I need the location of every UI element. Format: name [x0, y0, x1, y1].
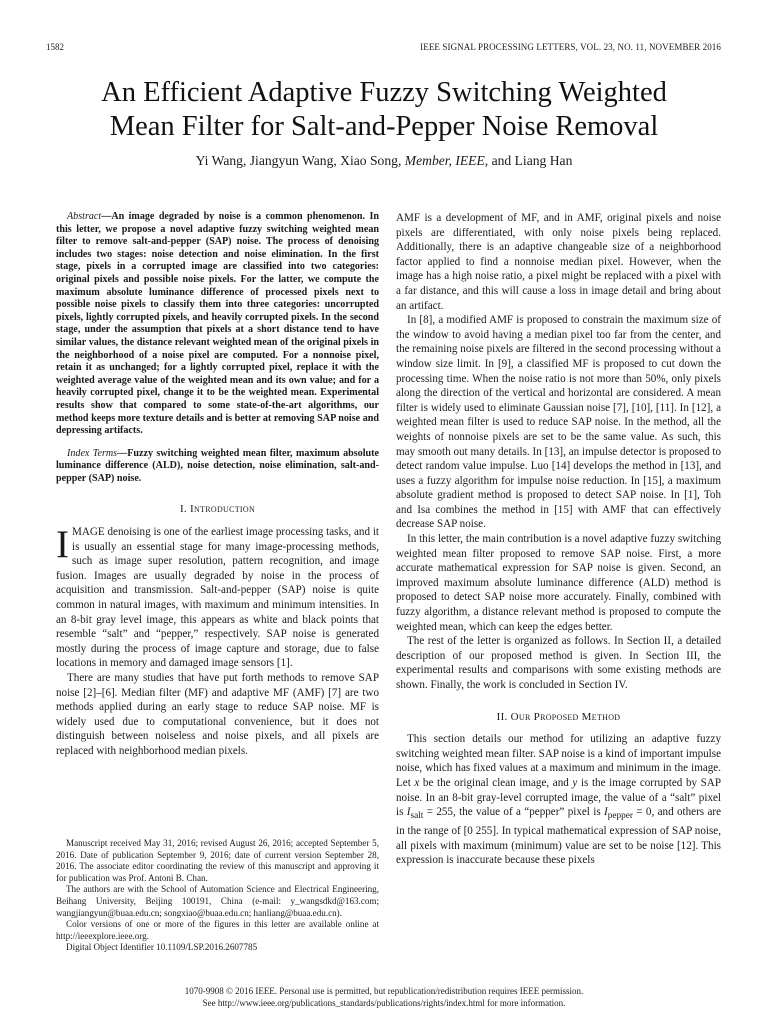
journal-header: IEEE SIGNAL PROCESSING LETTERS, VOL. 23, NO. 11, NOVEMBER 2016 — [420, 42, 721, 52]
method-text-b: be the original clean image, and — [419, 776, 573, 789]
authors-member: Member, IEEE, — [404, 153, 489, 168]
authors-part-b: and Liang Han — [491, 153, 573, 168]
abstract — [56, 211, 379, 438]
right-column — [396, 211, 721, 868]
footnote-affiliation: The authors are with the School of Automation Science and Electrical Engineering, Beihang University, Beijing 100191, China (e-mail: y_wangsdkd@163.com; wangjiangyun@buaa.edu.cn; songxiao@buaa.edu.cn; hanliang@buaa.edu.cn). — [56, 884, 379, 918]
section-2-heading — [396, 710, 721, 725]
section-1-title: Introduction — [190, 503, 256, 516]
section-1-number: I. — [179, 503, 187, 516]
math-pepper-subscript: pepper — [607, 811, 633, 822]
method-paragraph-1 — [396, 732, 721, 868]
right-paragraph-3: In this letter, the main contribution is a novel adaptive fuzzy switching weighted mean filter proposed to remove SAP noise. First, a more accurate mathematical expression for SAP noise is given. Second, an improved maximum absolute luminance difference (ALD) method is proposed to detect SAP noise more accurately. Finally, combined with fuzzy algorithm, a distance relevant method is proposed to compute the weighted mean, which can keep the edges better. — [396, 533, 721, 633]
index-terms — [56, 448, 379, 486]
drop-cap: I — [56, 523, 69, 567]
intro-paragraph-2: There are many studies that have put forth methods to remove SAP noise [2]–[6]. Median filter (MF) and adaptive MF (AMF) [7] are two methods applied during an early stage to reduce SAP noise. MF is widely used due to computational convenience, but it does not distinguish between noiseless and noise pixels, and all pixels are replaced with neighborhood median pixels. — [56, 672, 379, 757]
method-text-c: is the image corrupted by SAP noise. In an 8-bit gray-level corrupted image, the value of a “salt” pixel is — [396, 776, 721, 819]
footnote-doi: Digital Object Identifier 10.1109/LSP.2016.2607785 — [66, 942, 258, 953]
intro-paragraph-1 — [56, 525, 379, 671]
footnote-manuscript: Manuscript received May 31, 2016; revised August 26, 2016; accepted September 5, 2016. Date of publication September 9, 2016; date of current version September 28, 2016. The associate editor coordinating the review of this manuscript and approving it for publication was Prof. Antoni B. Chan. — [56, 838, 379, 883]
section-2-title: Our Proposed Method — [510, 710, 621, 723]
copyright-line-1: 1070-9908 © 2016 IEEE. Personal use is permitted, but republication/redistribution requires IEEE permission. — [184, 986, 584, 996]
left-column — [56, 211, 379, 759]
abstract-text: —An image degraded by noise is a common phenomenon. In this letter, we propose a novel adaptive fuzzy switching weighted mean filter to remove salt-and-pepper (SAP) noise. The process of denoising includes two stages: noise detection and noise elimination. In the first stage, pixels in a corrupted image are classified into two categories: original pixels and possible noise pixels. For the latter, we compute the maximum absolute luminance difference of processed pixels next to possible noise pixels to classify them into three categories: uncorrupted pixels, lightly corrupted pixels, and heavily corrupted pixels. In the second stage, under the assumption that pixels at a short distance tend to have similar values, the distance relevant weighted mean of the original pixels in the neighborhood of a noise pixel are computed. For a nonnoise pixel, retain it as unchanged; for a lightly corrupted pixel, replace it with the weighted average value of the weighted mean and its own value; and for a heavily corrupted pixel, change it to be the weighted mean. Experimental results show that compared to some state-of-the-art algorithms, our method keeps more texture details and is better at removing SAP noise and depressing artifacts. — [56, 211, 379, 437]
right-paragraph-2: In [8], a modified AMF is proposed to constrain the maximum size of the window to avoid having a median pixel too far from the center, and the remaining noise pixels are filtered in the second processing without a window size limit. In [9], a classified MF is proposed to cut down the processing time. When the noise ratio is not more than 50%, only pixels along the direction of the vertical and horizontal are considered. A mean filter is widely used to eliminate Gaussian noise [7], [10], [11]. In [12], a weighted mean filter is used to reduce SAP noise. In the method, all the weights of nonnoise pixels are set to be the same value. As such, this may smooth out many details. In [13], an impulse detector is proposed to detect random value impulse. Luo [14] develops the method in [13], and uses a fuzzy algorithm for impulse noise reduction. In [15], a maximum absolute gradient method is proposed to detect SAP noise. In [1], Toh and Isa combines the method in [15] with AMF that can effectively decrease SAP noise. — [396, 314, 721, 531]
method-text-a: This section details our method for utilizing an adaptive fuzzy switching weighted mean filter. SAP noise is a kind of important impulse noise, which has fixed values at a maximum and minimum in the image. Let — [396, 733, 721, 789]
right-paragraph-4: The rest of the letter is organized as follows. In Section II, a detailed description of our proposed method is given. In Section III, the experimental results and comparisons with some existing methods are shown. Finally, the work is concluded in Section IV. — [396, 635, 721, 691]
title-line-2: Mean Filter for Salt-and-Pepper Noise Removal — [109, 111, 659, 142]
paper-title — [46, 76, 722, 144]
right-paragraph-1: AMF is a development of MF, and in AMF, original pixels and noise pixels are differentiated, with only noise pixels being replaced. Additionally, there is an adaptive changeable size of a neighborhood factor applied to find a nonnoise median pixel. However, when the image has a high noise ratio, a pixel might be replaced with a pixel with a far distance, and this will cause a loss in image detail and bring about an artifact. — [396, 212, 721, 312]
copyright-footer — [46, 985, 722, 1009]
footnotes — [56, 838, 379, 954]
intro-paragraph-1-text: MAGE denoising is one of the earliest image processing tasks, and it is usually an essential stage for many image-processing methods, such as image super resolution, pattern recognition, and image fusion. Images are usually degraded by noise in the process of acquisition and transmission. Salt-and-pepper (SAP) noise is quite common in natural images, with maximum and minimum intensities. In an 8-bit gray level image, this appears as white and black points that resemble “salt” and “pepper,” respectively. SAP noise is generated mostly during the process of image capture and storage, due to false locations in memory and damaged image sensors [1]. — [56, 526, 379, 670]
section-1-heading — [56, 502, 379, 517]
author-list — [46, 153, 722, 169]
authors-part-a: Yi Wang, Jiangyun Wang, Xiao Song, — [195, 153, 402, 168]
math-i-salt: I — [406, 806, 411, 819]
math-y: y — [572, 776, 578, 789]
index-terms-label: Index Terms — [67, 447, 118, 459]
math-x: x — [414, 776, 420, 789]
section-2-number: II. — [496, 710, 508, 723]
math-salt-subscript: salt — [410, 811, 424, 822]
footnote-color: Color versions of one or more of the figures in this letter are available online at http://ieeexplore.ieee.org. — [56, 919, 379, 941]
copyright-line-2: See http://www.ieee.org/publications_standards/publications/rights/index.html for more information. — [202, 998, 566, 1008]
index-terms-text: —Fuzzy switching weighted mean filter, maximum absolute luminance difference (ALD), noise detection, noise elimination, salt-and-pepper (SAP) noise. — [56, 447, 379, 484]
abstract-label: Abstract — [67, 211, 102, 222]
math-i-pepper: I — [604, 806, 608, 819]
page-number: 1582 — [46, 42, 64, 52]
method-text-e: , and others are in the range of [0 255]. In typical mathematical expression of SAP noise, all pixels with maximum (minimum) value are set to be noise [12]. This expression is inaccurate because these pixels — [396, 806, 721, 867]
math-pepper-value: = 0 — [632, 806, 652, 819]
math-salt-value: = 255 — [423, 806, 453, 819]
method-text-d: , the value of a “pepper” pixel is — [452, 806, 605, 819]
title-line-1: An Efficient Adaptive Fuzzy Switching Weighted — [101, 77, 667, 108]
